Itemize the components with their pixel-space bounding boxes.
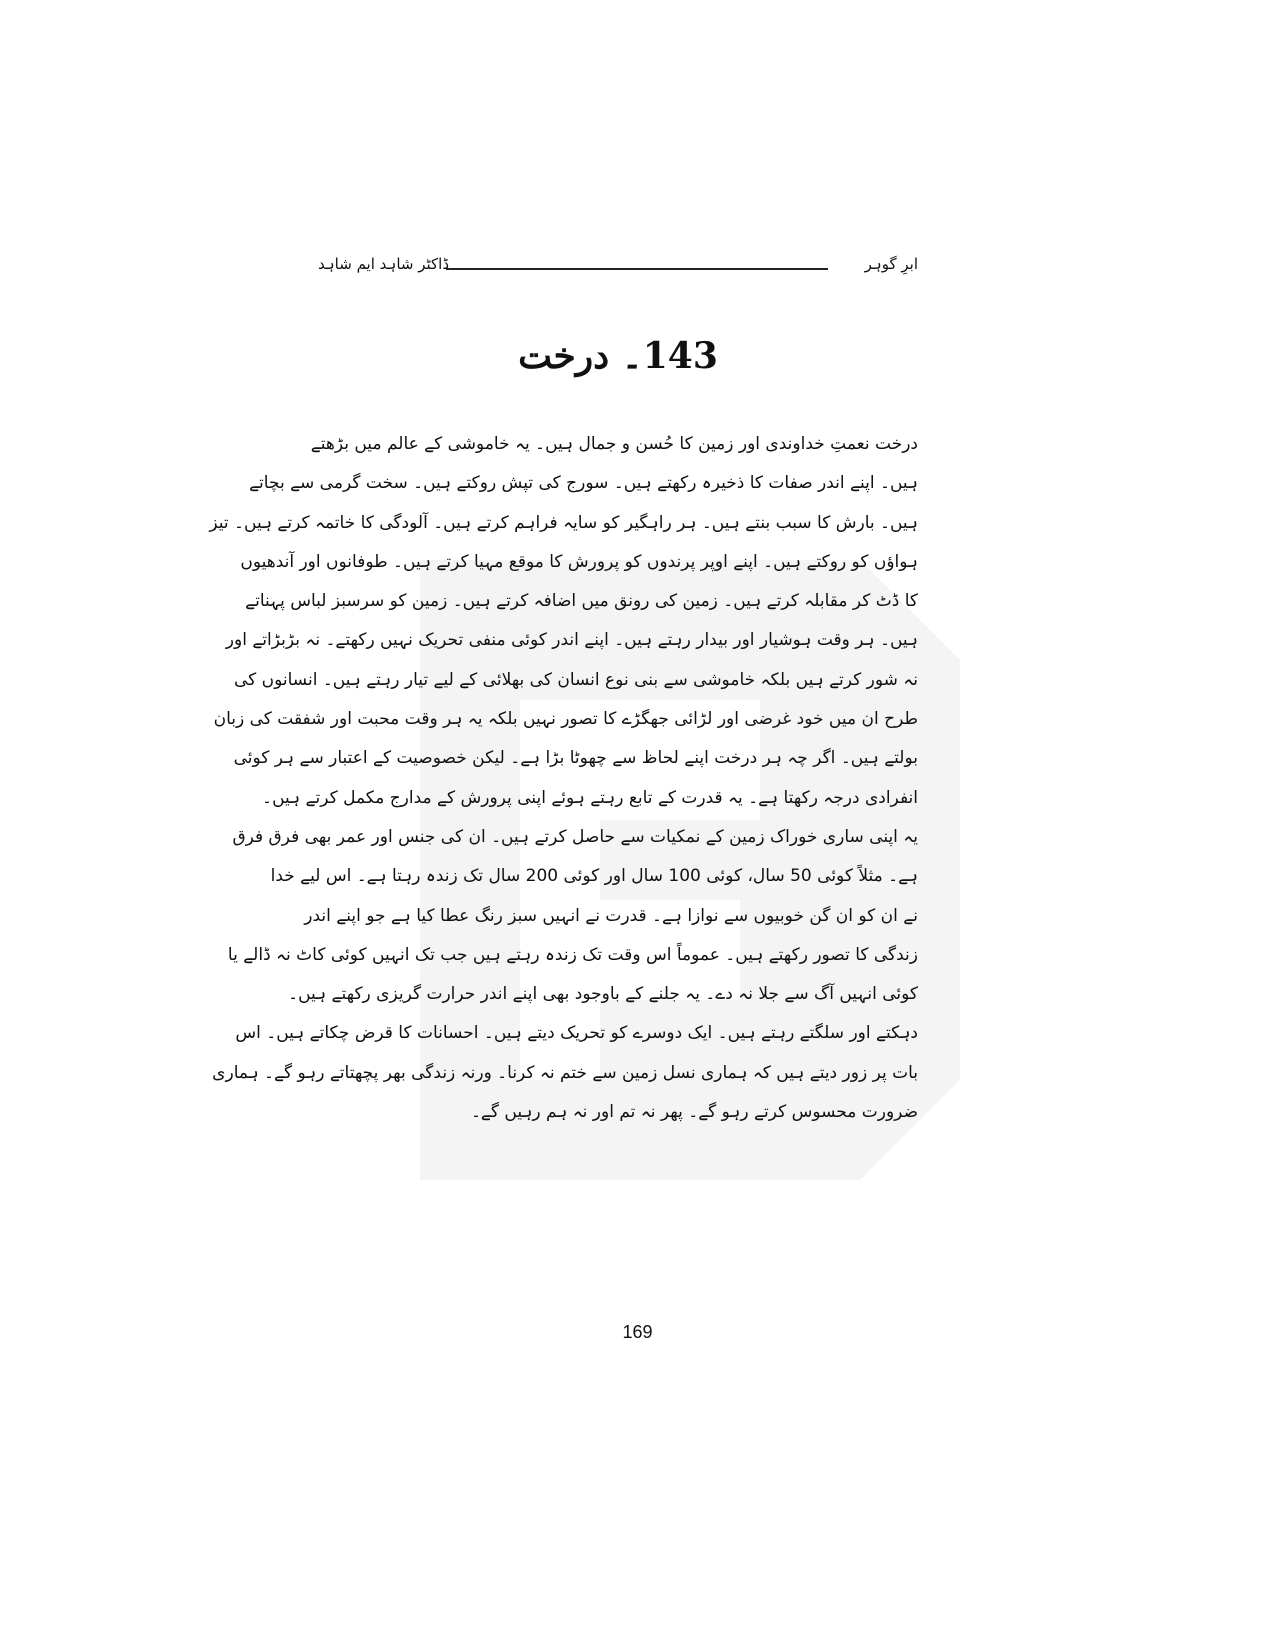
author-name: ڈاکٹر شاہد ایم شاہد <box>318 255 450 273</box>
text-line: کوئی انہیں آگ سے جلا نہ دے۔ یہ جلنے کے باوجود بھی اپنے اندر حرارت گریزی رکھتے ہیں۔ <box>288 984 918 1005</box>
text-line: دہکتے اور سلگتے رہتے ہیں۔ ایک دوسرے کو تحریک دیتے ہیں۔ احسانات کا قرض چکاتے ہیں۔ اس <box>235 1023 918 1044</box>
text-line: کا ڈٹ کر مقابلہ کرتے ہیں۔ زمین کی رونق میں اضافہ کرتے ہیں۔ زمین کو سرسبز لباس پہناتے <box>245 591 918 612</box>
text-line: طرح ان میں خود غرضی اور لڑائی جھگڑے کا تصور نہیں بلکہ یہ ہر وقت محبت اور شفقت کی زبان <box>213 709 918 730</box>
text-line: زندگی کا تصور رکھتے ہیں۔ عموماً اس وقت تک زندہ رہتے ہیں جب تک انہیں کوئی کاٹ نہ ڈالے یا <box>227 944 918 965</box>
text-line: ہیں۔ ہر وقت ہوشیار اور بیدار رہتے ہیں۔ اپنے اندر کوئی منفی تحریک نہیں رکھتے۔ نہ بڑبڑاتے اور <box>225 630 918 651</box>
book-title: ابرِ گوہر <box>864 255 918 273</box>
text-line: نہ شور کرتے ہیں بلکہ خاموشی سے بنی نوع انسان کی بھلائی کے لیے تیار رہتے ہیں۔ انسانوں کی <box>233 669 918 690</box>
running-header <box>318 255 918 285</box>
text-line: بات پر زور دیتے ہیں کہ ہماری نسل زمین سے ختم نہ کرنا۔ ورنہ زندگی بھر پچھتاتے رہو گے۔ ہماری <box>212 1062 918 1083</box>
text-line: انفرادی درجہ رکھتا ہے۔ یہ قدرت کے تابع رہتے ہوئے اپنی پرورش کے مدارج مکمل کرتے ہیں۔ <box>262 787 918 808</box>
text-line: ہیں۔ اپنے اندر صفات کا ذخیرہ رکھتے ہیں۔ سورج کی تپش روکتے ہیں۔ سخت گرمی سے بچاتے <box>249 473 918 494</box>
text-line: ہیں۔ بارش کا سبب بنتے ہیں۔ ہر راہگیر کو سایہ فراہم کرتے ہیں۔ آلودگی کا خاتمہ کرتے ہیں۔ تیز <box>209 512 918 533</box>
header-rule <box>446 268 828 270</box>
page-number: 169 <box>622 1322 653 1342</box>
body-text <box>209 425 918 1132</box>
text-line: درخت نعمتِ خداوندی اور زمین کا حُسن و جمال ہیں۔ یہ خاموشی کے عالم میں بڑھتے <box>310 434 918 454</box>
text-line: یہ اپنی ساری خوراک زمین کے نمکیات سے حاصل کرتے ہیں۔ ان کی جنس اور عمر بھی فرق فرق <box>232 826 918 847</box>
text-line: نے ان کو ان گن خوبیوں سے نوازا ہے۔ قدرت نے انہیں سبز رنگ عطا کیا ہے جو اپنے اندر <box>304 905 918 926</box>
text-line: ہے۔ مثلاً کوئی 50 سال، کوئی 100 سال اور کوئی 200 سال تک زندہ رہتا ہے۔ اس لیے خدا <box>270 866 918 887</box>
text-line: ضرورت محسوس کرتے رہو گے۔ پھر نہ تم اور نہ ہم رہیں گے۔ <box>470 1102 918 1123</box>
chapter-title: 143۔ درخت <box>518 335 718 377</box>
text-line: ہواؤں کو روکتے ہیں۔ اپنے اوپر پرندوں کو پرورش کا موقع مہیا کرتے ہیں۔ طوفانوں اور آندھیوں <box>240 551 918 572</box>
text-line: بولتے ہیں۔ اگر چہ ہر درخت اپنے لحاظ سے چھوٹا بڑا ہے۔ لیکن خصوصیت کے اعتبار سے ہر کوئی <box>233 748 918 769</box>
